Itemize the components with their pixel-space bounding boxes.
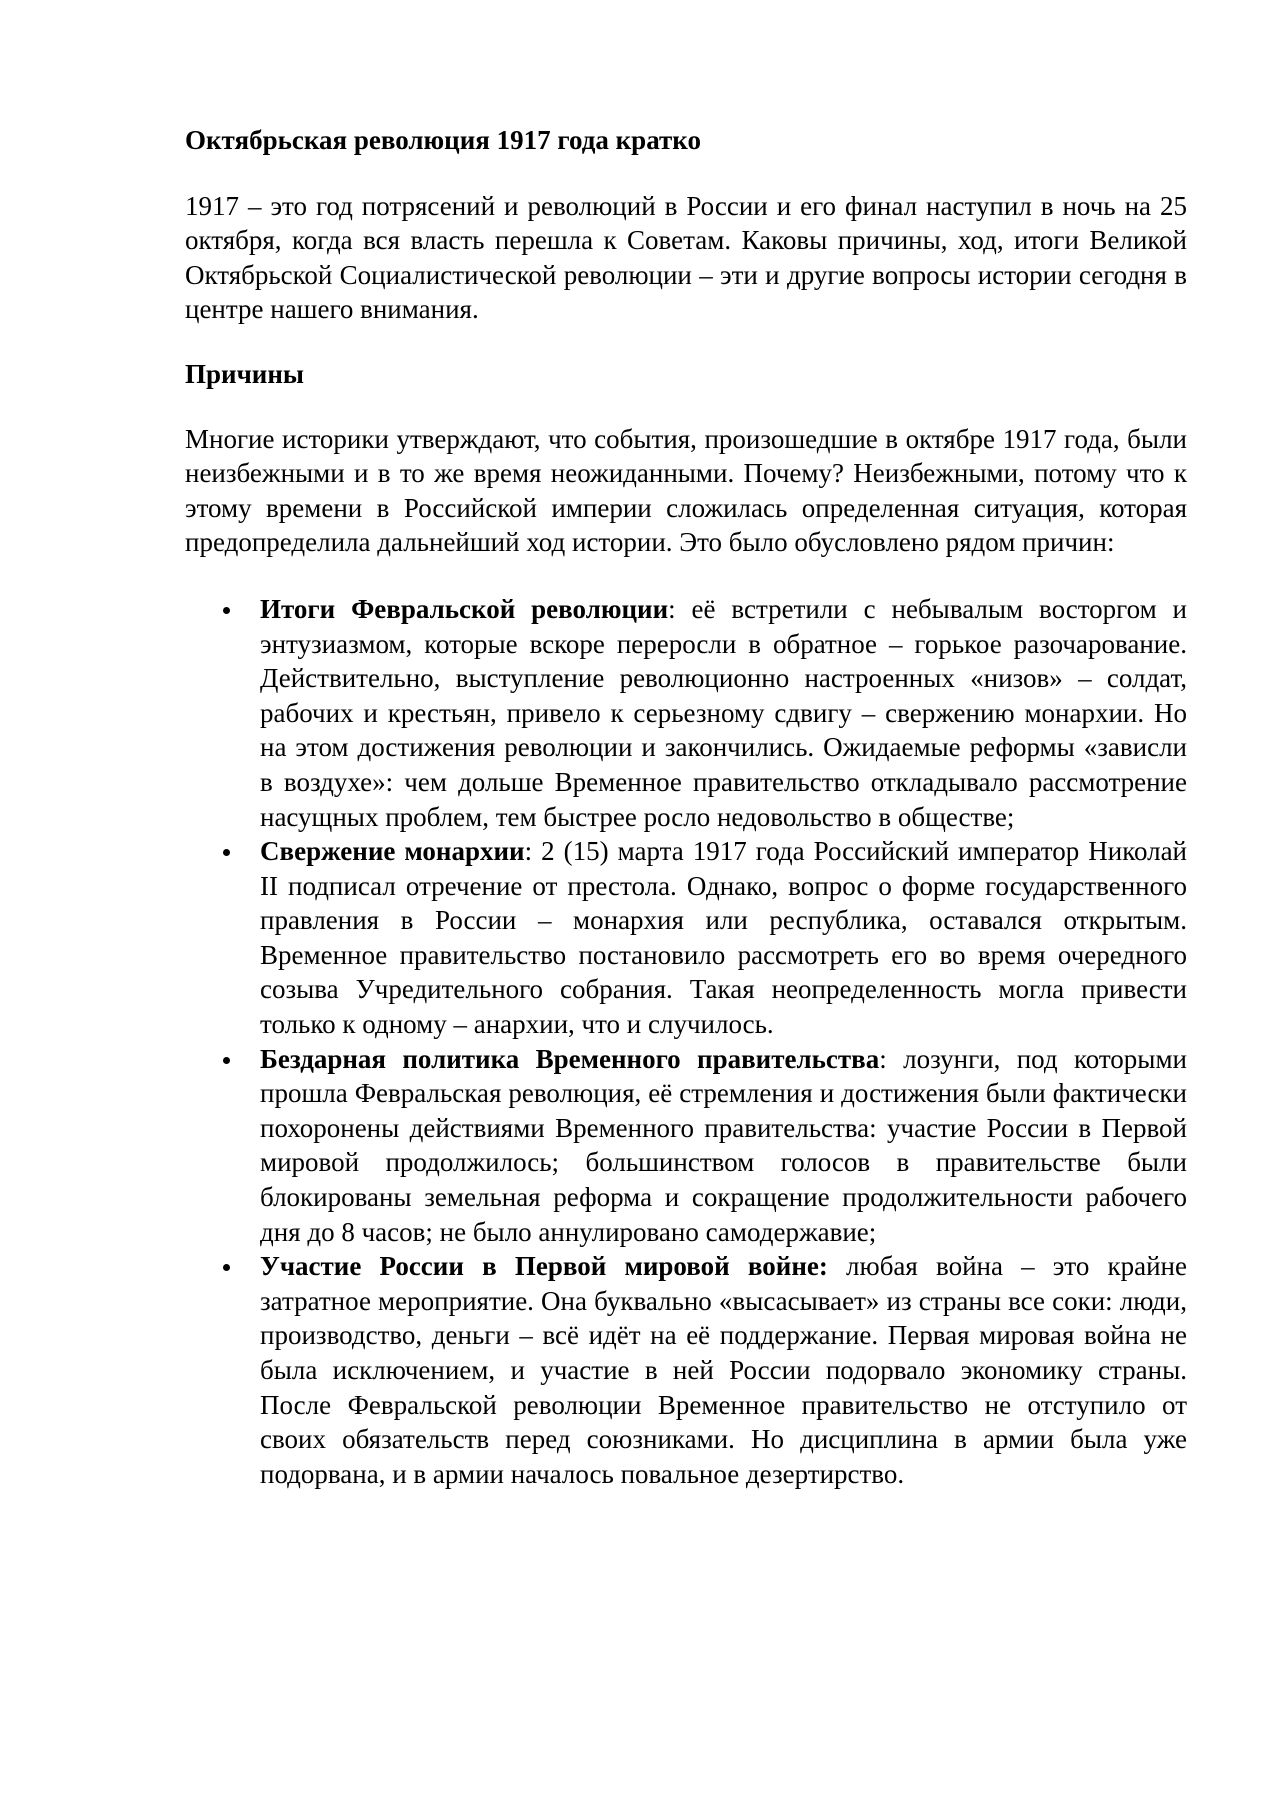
list-item (185, 592, 1187, 834)
causes-list (185, 592, 1187, 1491)
bullet-text: любая война – это крайне затратное мероприятие. Она буквально «высасывает» из страны все соки: люди, производство, деньги – всё идёт на её поддержание. Первая мировая война не была исключением, и участие в ней России подорвало экономику страны. После Февральской революции Временное правительство не отступило от своих обязательств перед союзниками. Но дисциплина в армии была уже подорвана, и в армии началось повальное дезертирство. (260, 1251, 1187, 1489)
bullet-separator: : (668, 593, 676, 624)
bullet-icon (223, 1264, 230, 1271)
bullet-label (260, 594, 668, 624)
bullet-label (260, 1251, 828, 1281)
causes-paragraph: Многие историки утверждают, что события, произошедшие в октябре 1917 года, были неизбежными и в то же время неожиданными. Почему? Неизбежными, потому что к этому времени в Российской империи сложилась определенная ситуация, которая предопределила дальнейший ход истории. Это было обусловлено рядом причин: (185, 423, 1187, 558)
bullet-label-suffix: : (818, 1251, 828, 1282)
intro-paragraph: 1917 – это год потрясений и революций в России и его финал наступил в ночь на 25 октября, когда вся власть перешла к Советам. Каковы причины, ход, итоги Великой Октябрьской Социалистической революции – эти и другие вопросы истории сегодня в центре нашего внимания. (185, 190, 1187, 325)
list-item (185, 1249, 1187, 1491)
bullet-icon (223, 849, 230, 856)
bullet-label-text: Участие России в Первой мировой войне (260, 1251, 819, 1282)
document-title: Октябрьская революция 1917 года кратко (185, 125, 701, 155)
document-page (185, 123, 1187, 1491)
bullet-icon (223, 607, 230, 614)
bullet-text: лозунги, под которыми прошла Февральская революция, её стремления и достижения были фактически похоронены действиями Временного правительства: участие России в Первой мировой продолжилось; большинством голосов в правительстве были блокированы земельная реформа и сокращение продолжительности рабочего дня до 8 часов; не было аннулировано самодержавие; (260, 1043, 1187, 1247)
bullet-label-text: Бездарная политика Временного правительства (260, 1043, 880, 1074)
bullet-separator: : (524, 836, 533, 867)
list-item (185, 1042, 1187, 1250)
bullet-icon (223, 1057, 230, 1064)
bullet-label (260, 1044, 879, 1074)
section-heading-causes: Причины (185, 358, 304, 389)
bullet-separator: : (879, 1043, 887, 1074)
bullet-text: 2 (15) марта 1917 года Российский император Николай II подписал отречение от престола. Однако, вопрос о форме государственного правления в России – монархия или республика, оставался открытым. Временное правительство постановило рассмотреть его во время очередного созыва Учредительного собрания. Такая неопределенность могла привести только к одному – анархии, что и случилось. (260, 836, 1188, 1040)
bullet-label-text: Итоги Февральской революции (260, 593, 669, 624)
bullet-text: её встретили с небывалым восторгом и энтузиазмом, которые вскоре переросли в обратное – горькое разочарование. Действительно, выступление революционно настроенных «низов» – солдат, рабочих и крестьян, привело к серьезному сдвигу – свержению монархии. Но на этом достижения революции и закончились. Ожидаемые реформы «зависли в воздухе»: чем дольше Временное правительство откладывало рассмотрение насущных проблем, тем быстрее росло недовольство в обществе; (260, 593, 1187, 832)
bullet-label (260, 836, 525, 866)
list-item (185, 834, 1187, 1042)
bullet-label-text: Свержение монархии (260, 836, 525, 867)
